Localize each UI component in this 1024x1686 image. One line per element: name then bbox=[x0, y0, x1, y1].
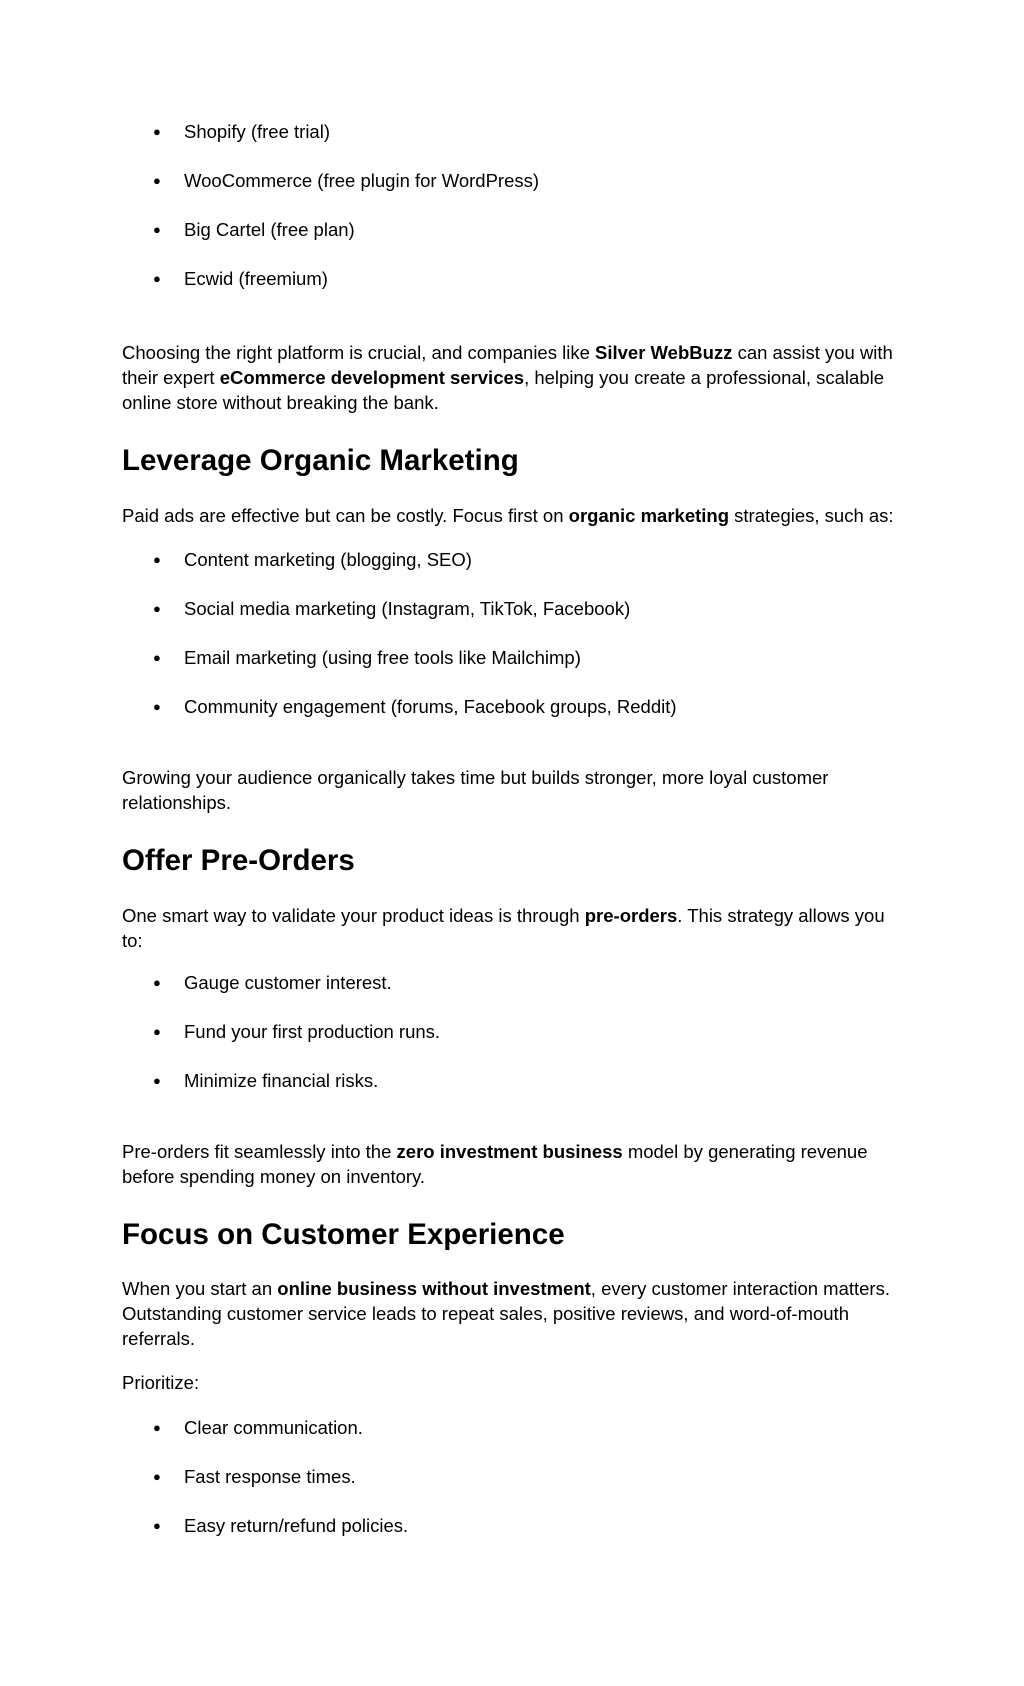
bullet-icon: ● bbox=[153, 552, 161, 567]
list-item: ● Social media marketing (Instagram, TikTok, Facebook) bbox=[122, 596, 677, 622]
bullet-icon: ● bbox=[153, 271, 161, 286]
list-item: ● WooCommerce (free plugin for WordPress) bbox=[122, 168, 539, 194]
bullet-icon: ● bbox=[153, 699, 161, 714]
preorders-outro: Pre-orders fit seamlessly into the zero investment business model by generating revenue before spending money on inventory. bbox=[122, 1141, 868, 1187]
list-item: ● Ecwid (freemium) bbox=[122, 266, 539, 292]
bullet-icon: ● bbox=[153, 975, 161, 990]
organic-strategies-list bbox=[122, 547, 677, 720]
bullet-icon: ● bbox=[153, 1024, 161, 1039]
list-item: ● Minimize financial risks. bbox=[122, 1068, 440, 1094]
platform-paragraph: Choosing the right platform is crucial, and companies like Silver WebBuzz can assist you with their expert eCommerce development services, helping you create a professional, scalable online store without breaking the bank. bbox=[122, 342, 893, 413]
heading-pre-orders: Offer Pre-Orders bbox=[122, 844, 355, 877]
list-item: ● Shopify (free trial) bbox=[122, 119, 539, 145]
list-item: ● Gauge customer interest. bbox=[122, 970, 440, 996]
bullet-icon: ● bbox=[153, 1469, 161, 1484]
customer-priorities-list bbox=[122, 1415, 408, 1539]
brand-name: Silver WebBuzz bbox=[595, 342, 733, 363]
prioritize-label: Prioritize: bbox=[122, 1372, 200, 1393]
heading-organic-marketing: Leverage Organic Marketing bbox=[122, 444, 519, 477]
list-item: ● Fast response times. bbox=[122, 1464, 408, 1490]
heading-customer-experience: Focus on Customer Experience bbox=[122, 1218, 565, 1251]
list-item: ● Easy return/refund policies. bbox=[122, 1513, 408, 1539]
list-item: ● Big Cartel (free plan) bbox=[122, 217, 539, 243]
customer-intro: When you start an online business without investment, every customer interaction matters. Outstanding customer service leads to repeat sales, positive reviews, and word-of-mouth referrals. bbox=[122, 1278, 890, 1349]
organic-outro: Growing your audience organically takes time but builds stronger, more loyal customer relationships. bbox=[122, 767, 829, 813]
list-item: ● Clear communication. bbox=[122, 1415, 408, 1441]
platforms-list bbox=[122, 119, 539, 292]
list-item: ● Community engagement (forums, Facebook groups, Reddit) bbox=[122, 694, 677, 720]
list-item: ● Fund your first production runs. bbox=[122, 1019, 440, 1045]
organic-intro: Paid ads are effective but can be costly. Focus first on organic marketing strategies, such as: bbox=[122, 505, 894, 526]
list-item: ● Email marketing (using free tools like Mailchimp) bbox=[122, 645, 677, 671]
bullet-icon: ● bbox=[153, 1518, 161, 1533]
bullet-icon: ● bbox=[153, 650, 161, 665]
bullet-icon: ● bbox=[153, 222, 161, 237]
list-item: ● Content marketing (blogging, SEO) bbox=[122, 547, 677, 573]
preorders-benefits-list bbox=[122, 970, 440, 1094]
bullet-icon: ● bbox=[153, 173, 161, 188]
bullet-icon: ● bbox=[153, 1420, 161, 1435]
preorders-intro: One smart way to validate your product ideas is through pre-orders. This strategy allows you to: bbox=[122, 905, 885, 951]
bullet-icon: ● bbox=[153, 124, 161, 139]
bullet-icon: ● bbox=[153, 601, 161, 616]
bullet-icon: ● bbox=[153, 1073, 161, 1088]
